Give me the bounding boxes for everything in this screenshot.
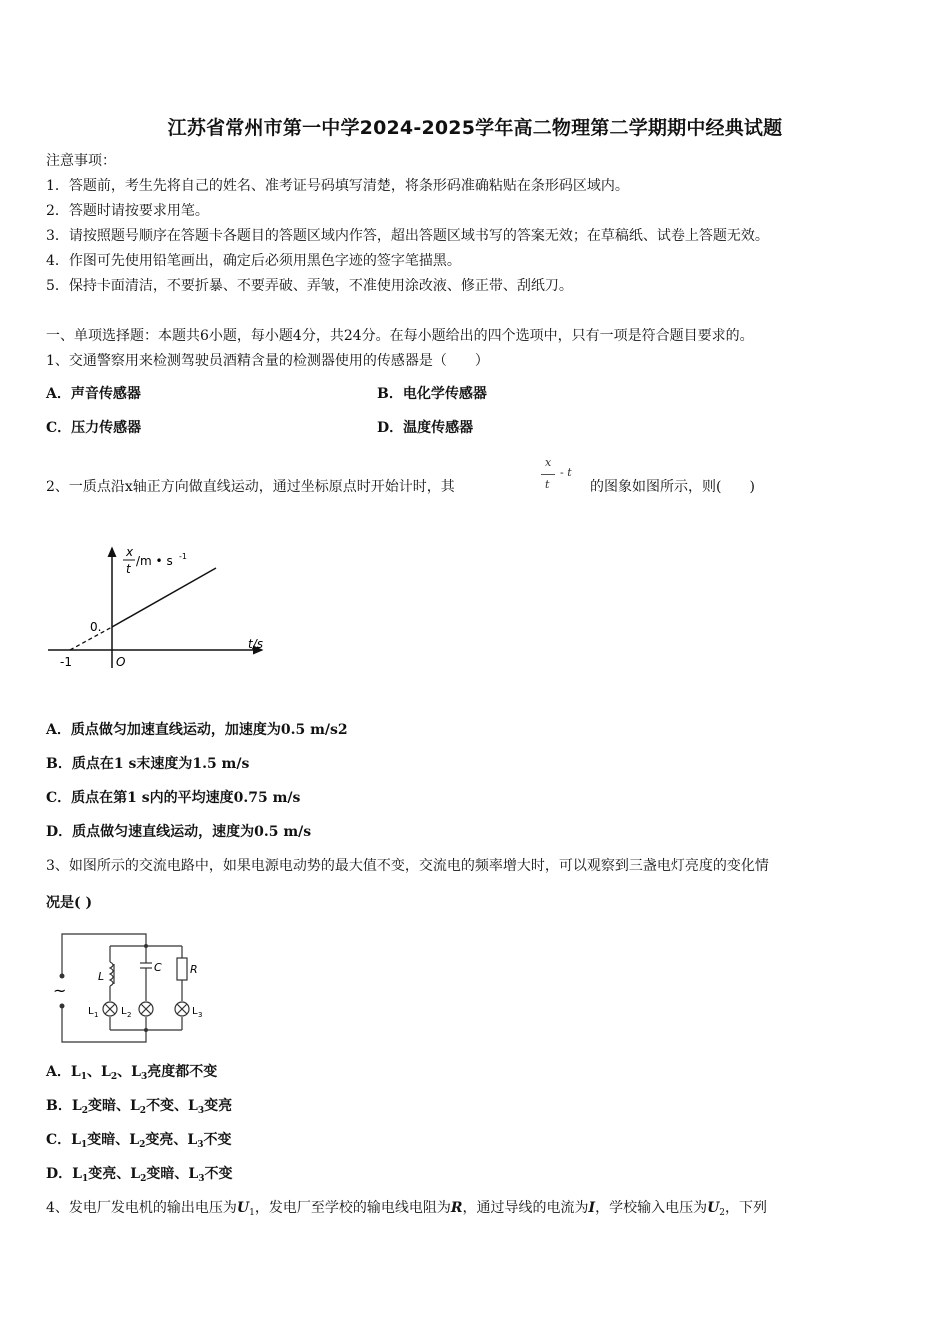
ylabel-unit: /m • s: [136, 554, 173, 568]
q4-sub: 1: [249, 1208, 255, 1218]
q2-option-a: A．质点做匀加速直线运动，加速度为0.5 m/s2: [46, 722, 348, 738]
capacitor-label: C: [154, 961, 162, 974]
q3-option-d: [46, 1165, 232, 1188]
q4-text: ，学校输入电压为: [595, 1200, 708, 1216]
q3-option-a: [46, 1063, 217, 1086]
ylabel-exp: -1: [179, 552, 187, 561]
opt-sub: 3: [197, 1140, 204, 1150]
q2-option-b: B．质点在1 s末速度为1.5 m/s: [46, 756, 250, 772]
q2-frac-bar: [541, 474, 555, 475]
opt-sub: 3: [197, 1106, 205, 1116]
q2-frac-tail: - t: [560, 466, 572, 479]
q1-option-a: A．声音传感器: [46, 386, 141, 402]
opt-text: C．L: [46, 1132, 81, 1148]
opt-text: 变亮、L: [88, 1166, 141, 1182]
notice-item-4: 4．作图可先使用铅笔画出，确定后必须用黑色字迹的签字笔描黑。: [46, 253, 461, 269]
opt-text: 亮度都不变: [147, 1064, 218, 1080]
ac-source-symbol: ~: [53, 981, 67, 1000]
q3-stem-2: 况是( ): [46, 895, 93, 911]
q2-option-d: D．质点做匀速直线运动，速度为0.5 m/s: [46, 824, 312, 840]
opt-sub: 2: [81, 1106, 88, 1116]
q1-option-d: D．温度传感器: [377, 420, 474, 436]
q2-frac-num: x: [545, 456, 552, 469]
neg-tick-label: -1: [60, 655, 72, 669]
opt-sub: 2: [139, 1106, 147, 1116]
notice-item-3: 3．请按照题号顺序在答题卡各题目的答题区域内作答，超出答题区域书写的答案无效；在草稿纸、试卷上答题无效。: [46, 228, 769, 244]
opt-text: 不变、L: [146, 1098, 198, 1114]
lamp2-sub: 2: [127, 1011, 132, 1019]
q4-var: U: [236, 1200, 250, 1216]
opt-sub: 2: [140, 1174, 147, 1184]
q1-option-b: B．电化学传感器: [377, 386, 487, 402]
lamp1-label: L: [88, 1006, 94, 1017]
q4-var: I: [588, 1200, 596, 1216]
intercept-label: 0.: [90, 620, 102, 634]
q4-var: R: [450, 1200, 463, 1216]
q2-frac-den: t: [545, 478, 550, 491]
q4-var: U: [707, 1200, 720, 1216]
q2-graph: [40, 540, 280, 675]
lamp3-label: L: [192, 1006, 198, 1017]
q4-text: ，通过导线的电流为: [462, 1200, 589, 1216]
opt-text: 不变: [204, 1166, 233, 1182]
q1-stem: 1、交通警察用来检测驾驶员酒精含量的检测器使用的传感器是（ ）: [46, 353, 489, 369]
opt-sub: 1: [81, 1174, 89, 1184]
opt-text: 变暗、L: [87, 1098, 140, 1114]
opt-text: 变暗、L: [87, 1132, 140, 1148]
notice-item-2: 2．答题时请按要求用笔。: [46, 203, 209, 219]
source-terminal-bottom: [60, 1004, 65, 1009]
opt-text: B．L: [46, 1098, 82, 1114]
notice-heading: 注意事项：: [46, 153, 116, 169]
notice-item-5: 5．保持卡面清洁，不要折暴、不要弄破、弄皱，不准使用涂改液、修正带、刮纸刀。: [46, 278, 573, 294]
lamp2-label: L: [121, 1006, 127, 1017]
opt-text: 变亮、L: [145, 1132, 198, 1148]
q2-stem-a: 2、一质点沿x轴正方向做直线运动，通过坐标原点时开始计时，其: [46, 479, 455, 495]
opt-sub: 2: [110, 1072, 118, 1082]
lamp3-sub: 3: [198, 1011, 203, 1019]
q4-text: ，发电厂至学校的输电线电阻为: [254, 1200, 451, 1216]
q4-sub: 2: [719, 1208, 726, 1218]
junction-top: [144, 944, 148, 948]
origin-label: O: [116, 655, 126, 669]
ylabel-num: x: [126, 545, 134, 559]
q3-option-b: [46, 1097, 232, 1120]
xlabel: t/s: [248, 637, 263, 651]
opt-sub: 1: [80, 1072, 87, 1082]
q2-option-c: C．质点在第1 s内的平均速度0.75 m/s: [46, 790, 301, 806]
opt-sub: 3: [198, 1174, 205, 1184]
source-terminal-top: [60, 974, 65, 979]
lamp1-sub: 1: [94, 1011, 99, 1019]
opt-sub: 2: [139, 1140, 146, 1150]
resistor-label: R: [190, 963, 198, 976]
opt-text: A．L: [46, 1064, 81, 1080]
q4-text: 4、发电厂发电机的输出电压为: [46, 1200, 237, 1216]
q4-text: ，下列: [725, 1200, 768, 1216]
opt-text: 变暗、L: [146, 1166, 199, 1182]
opt-text: 、L: [117, 1064, 141, 1080]
q3-stem-1: 3、如图所示的交流电路中，如果电源电动势的最大值不变，交流电的频率增大时，可以观察到三盏电灯亮度的变化情: [46, 858, 769, 874]
page-title: 江苏省常州市第一中学2024-2025学年高二物理第二学期期中经典试题: [167, 117, 783, 139]
opt-sub: 1: [81, 1140, 88, 1150]
q3-circuit: [44, 926, 224, 1052]
inductor-label: L: [98, 970, 105, 983]
graph-line: [112, 568, 216, 627]
opt-text: 不变: [203, 1132, 232, 1148]
ylabel-den: t: [126, 562, 131, 576]
q4-stem: [46, 1199, 767, 1222]
section-heading: 一、单项选择题：本题共6小题，每小题4分，共24分。在每小题给出的四个选项中，只有一项是符合题目要求的。: [46, 328, 754, 344]
opt-text: D．L: [46, 1166, 82, 1182]
opt-sub: 3: [140, 1072, 148, 1082]
q1-option-c: C．压力传感器: [46, 420, 142, 436]
junction-bottom: [144, 1028, 148, 1032]
opt-text: 、L: [86, 1064, 111, 1080]
notice-item-1: 1．答题前，考生先将自己的姓名、准考证号码填写清楚，将条形码准确粘贴在条形码区域内。: [46, 178, 629, 194]
q3-option-c: [46, 1131, 231, 1154]
opt-text: 变亮: [204, 1098, 233, 1114]
q2-stem-b: 的图象如图所示，则( ): [590, 479, 755, 495]
